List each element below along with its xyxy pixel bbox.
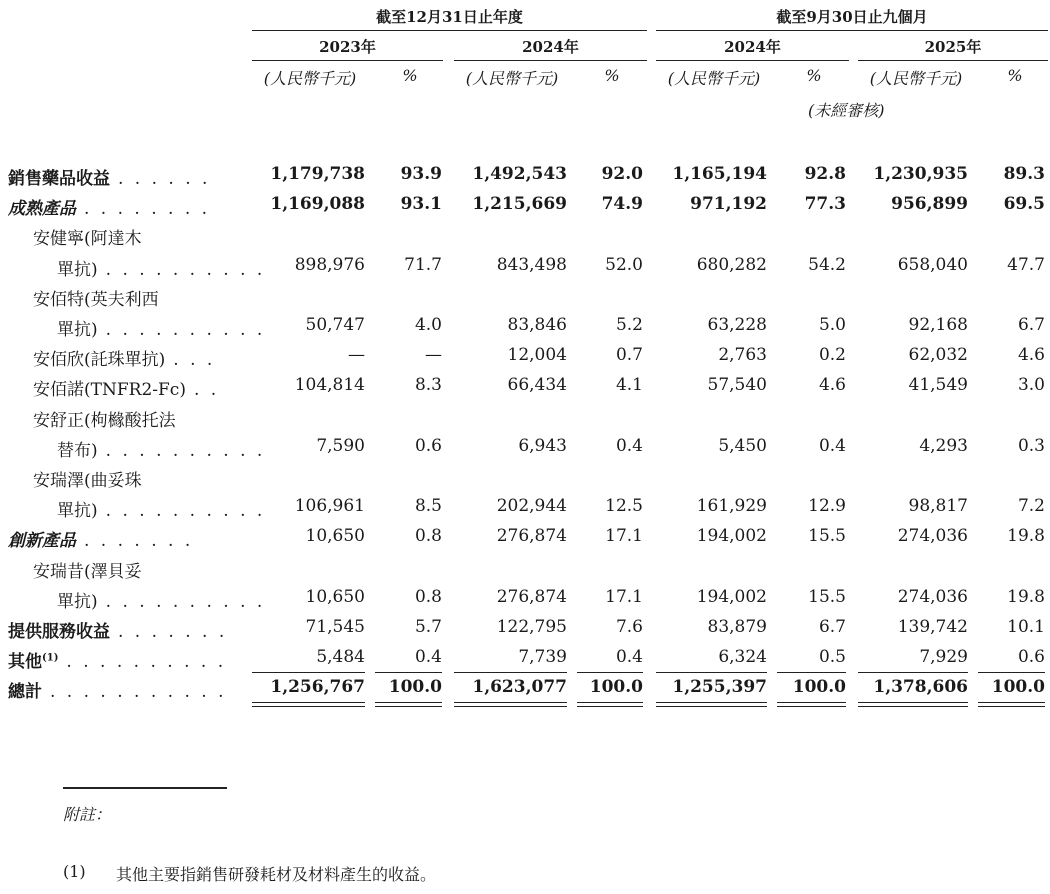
unit-rmb: (人民幣千元) bbox=[667, 69, 761, 88]
leader-dots: . . . . . . . . . . bbox=[66, 652, 227, 673]
cell-amount: 971,192 bbox=[690, 194, 767, 215]
total-double-rule bbox=[858, 702, 968, 703]
cell-percent: 7.2 bbox=[1017, 496, 1045, 517]
cell-amount: 139,742 bbox=[897, 617, 968, 637]
cell-amount: — bbox=[348, 345, 365, 366]
year-underline-4 bbox=[858, 60, 1048, 61]
footnote-ref: (1) bbox=[42, 652, 59, 664]
cell-amount: 898,976 bbox=[294, 254, 365, 275]
cell-percent: 12.5 bbox=[605, 496, 643, 517]
subtotal-rule bbox=[656, 672, 767, 673]
cell-percent: 93.1 bbox=[400, 194, 442, 215]
cell-amount: 1,179,738 bbox=[270, 164, 365, 184]
total-double-rule bbox=[978, 702, 1045, 703]
row-label: 提供服務收益 . . . . . . . bbox=[8, 622, 228, 642]
leader-dots: . . . . . . bbox=[118, 169, 211, 189]
cell-amount: 680,282 bbox=[696, 254, 767, 275]
total-double-rule bbox=[978, 706, 1045, 707]
cell-amount: 98,817 bbox=[908, 496, 968, 517]
cell-amount: 83,846 bbox=[507, 315, 567, 335]
cell-amount: 66,434 bbox=[507, 375, 567, 396]
total-double-rule bbox=[577, 702, 643, 703]
cell-percent: 0.2 bbox=[818, 345, 846, 366]
unit-pct: % bbox=[1007, 66, 1023, 85]
leader-dots: . . . . . . . . . . bbox=[105, 591, 266, 612]
cell-amount: 161,929 bbox=[696, 496, 767, 517]
subtotal-rule bbox=[858, 672, 968, 673]
leader-dots: . . . . . . . . . . bbox=[105, 440, 266, 461]
cell-percent: 19.8 bbox=[1007, 586, 1045, 607]
cell-amount: 57,540 bbox=[707, 375, 767, 396]
row-label: 安健寧(阿達木 bbox=[33, 229, 142, 250]
row-label: 創新產品 . . . . . . . bbox=[8, 531, 194, 552]
cell-percent: 10.1 bbox=[1007, 617, 1045, 637]
cell-percent: 92.0 bbox=[601, 164, 643, 184]
cell-percent: 17.1 bbox=[605, 586, 643, 607]
subtotal-rule bbox=[777, 672, 846, 673]
cell-percent: 0.4 bbox=[414, 647, 442, 668]
unit-rmb: (人民幣千元) bbox=[263, 69, 357, 88]
leader-dots: . . . . . . . . bbox=[84, 199, 211, 220]
leader-dots: . . . . . . . . . . bbox=[105, 259, 266, 280]
cell-amount: 10,650 bbox=[305, 526, 365, 547]
cell-amount: 1,255,397 bbox=[672, 677, 767, 698]
cell-percent: 4.6 bbox=[1017, 345, 1045, 366]
cell-amount: 1,623,077 bbox=[472, 677, 567, 698]
cell-percent: 89.3 bbox=[1003, 164, 1045, 184]
year-header-2025-9m: 2025年 bbox=[924, 38, 982, 56]
cell-amount: 10,650 bbox=[305, 586, 365, 607]
cell-amount: 5,450 bbox=[718, 435, 767, 456]
row-label: 總計 . . . . . . . . . . . bbox=[8, 682, 227, 703]
cell-percent: 0.5 bbox=[818, 647, 846, 668]
cell-amount: 1,230,935 bbox=[873, 164, 968, 184]
cell-percent: 5.0 bbox=[818, 315, 846, 335]
cell-amount: 1,492,543 bbox=[472, 164, 567, 184]
cell-amount: 1,215,669 bbox=[472, 194, 567, 215]
cell-percent: 4.1 bbox=[615, 375, 643, 396]
total-double-rule bbox=[777, 702, 846, 703]
total-double-rule bbox=[375, 706, 442, 707]
cell-percent: 6.7 bbox=[818, 617, 846, 637]
cell-amount: 104,814 bbox=[294, 375, 365, 396]
row-label: 其他$^{(1)}$ . . . . . . . . . . bbox=[8, 652, 227, 673]
cell-amount: 7,590 bbox=[316, 435, 365, 456]
cell-percent: 15.5 bbox=[808, 526, 846, 547]
cell-percent: 0.4 bbox=[615, 647, 643, 668]
total-double-rule bbox=[252, 702, 365, 703]
subtotal-rule bbox=[454, 672, 567, 673]
cell-percent: 47.7 bbox=[1007, 254, 1045, 275]
cell-amount: 843,498 bbox=[496, 254, 567, 275]
cell-percent: 92.8 bbox=[804, 164, 846, 184]
total-double-rule bbox=[577, 706, 643, 707]
cell-percent: 15.5 bbox=[808, 586, 846, 607]
row-label: 安瑞昔(澤貝妥 bbox=[33, 561, 142, 582]
cell-amount: 7,739 bbox=[518, 647, 567, 668]
footnote-divider bbox=[63, 787, 227, 789]
cell-percent: 4.6 bbox=[818, 375, 846, 396]
cell-percent: 74.9 bbox=[601, 194, 643, 215]
cell-percent: 0.8 bbox=[414, 526, 442, 547]
cell-percent: 0.6 bbox=[414, 435, 442, 456]
unit-pct: % bbox=[806, 66, 822, 85]
footnote-text: 其他主要指銷售研發耗材及材料產生的收益。 bbox=[116, 865, 437, 884]
cell-amount: 63,228 bbox=[707, 315, 767, 335]
cell-amount: 274,036 bbox=[897, 526, 968, 547]
cell-percent: 5.7 bbox=[414, 617, 442, 637]
cell-amount: 5,484 bbox=[316, 647, 365, 668]
group2-underline bbox=[656, 30, 1048, 31]
group-header-year-ended: 截至12月31日止年度 bbox=[376, 8, 523, 26]
cell-percent: 8.5 bbox=[414, 496, 442, 517]
cell-percent: 0.8 bbox=[414, 586, 442, 607]
cell-amount: 83,879 bbox=[707, 617, 767, 637]
total-double-rule bbox=[858, 706, 968, 707]
cell-amount: 956,899 bbox=[891, 194, 968, 215]
cell-amount: 12,004 bbox=[507, 345, 567, 366]
total-double-rule bbox=[454, 702, 567, 703]
cell-percent: — bbox=[425, 345, 442, 366]
total-double-rule bbox=[656, 702, 767, 703]
cell-percent: 3.0 bbox=[1017, 375, 1045, 396]
year-underline-1 bbox=[252, 60, 443, 61]
subtotal-rule bbox=[577, 672, 643, 673]
total-double-rule bbox=[375, 702, 442, 703]
cell-percent: 4.0 bbox=[414, 315, 442, 335]
cell-amount: 62,032 bbox=[908, 345, 968, 366]
group-header-nine-months: 截至9月30日止九個月 bbox=[776, 8, 928, 26]
leader-dots: . . . . . . . . . . . bbox=[50, 682, 227, 703]
row-label: 安佰欣(託珠單抗) . . . bbox=[33, 350, 216, 371]
unit-pct: % bbox=[604, 66, 620, 85]
cell-percent: 0.4 bbox=[615, 435, 643, 456]
row-label: 銷售藥品收益 . . . . . . bbox=[8, 169, 211, 189]
cell-percent: 100.0 bbox=[991, 677, 1045, 698]
group1-underline bbox=[252, 30, 647, 31]
cell-amount: 276,874 bbox=[496, 526, 567, 547]
cell-amount: 4,293 bbox=[919, 435, 968, 456]
unaudited-note: (未經審核) bbox=[808, 101, 885, 120]
cell-percent: 100.0 bbox=[589, 677, 643, 698]
footnote-marker: (1) bbox=[63, 862, 86, 881]
cell-amount: 2,763 bbox=[718, 345, 767, 366]
footnote-title: 附註： bbox=[63, 805, 112, 824]
total-double-rule bbox=[252, 706, 365, 707]
leader-dots: . . . . . . . bbox=[84, 531, 194, 552]
year-underline-2 bbox=[454, 60, 647, 61]
cell-percent: 77.3 bbox=[804, 194, 846, 215]
leader-dots: . . . . . . . . . . bbox=[105, 320, 266, 340]
cell-percent: 19.8 bbox=[1007, 526, 1045, 547]
leader-dots: . . . . . . . bbox=[118, 622, 228, 642]
subtotal-rule bbox=[375, 672, 442, 673]
subtotal-rule bbox=[978, 672, 1045, 673]
row-label: 安瑞澤(曲妥珠 bbox=[33, 471, 142, 491]
cell-amount: 106,961 bbox=[294, 496, 365, 517]
cell-amount: 7,929 bbox=[919, 647, 968, 668]
cell-amount: 6,943 bbox=[518, 435, 567, 456]
cell-percent: 100.0 bbox=[388, 677, 442, 698]
year-underline-3 bbox=[656, 60, 849, 61]
cell-percent: 8.3 bbox=[414, 375, 442, 396]
cell-amount: 6,324 bbox=[718, 647, 767, 668]
row-label: 單抗) . . . . . . . . . . bbox=[57, 320, 266, 340]
row-label: 單抗) . . . . . . . . . . bbox=[57, 501, 266, 522]
cell-percent: 0.6 bbox=[1017, 647, 1045, 668]
cell-amount: 202,944 bbox=[496, 496, 567, 517]
cell-amount: 122,795 bbox=[496, 617, 567, 637]
row-label: 安佰諾(TNFR2-Fc) . . bbox=[33, 380, 220, 401]
cell-amount: 41,549 bbox=[908, 375, 968, 396]
leader-dots: . . . bbox=[173, 350, 216, 371]
cell-amount: 92,168 bbox=[908, 315, 968, 335]
cell-amount: 194,002 bbox=[696, 586, 767, 607]
year-header-2024-9m: 2024年 bbox=[724, 38, 781, 56]
unit-rmb: (人民幣千元) bbox=[869, 69, 963, 88]
cell-percent: 12.9 bbox=[808, 496, 846, 517]
cell-percent: 100.0 bbox=[792, 677, 846, 698]
cell-percent: 17.1 bbox=[605, 526, 643, 547]
cell-percent: 71.7 bbox=[404, 254, 442, 275]
unit-pct: % bbox=[402, 66, 418, 85]
cell-amount: 1,378,606 bbox=[873, 677, 968, 698]
cell-percent: 0.7 bbox=[615, 345, 643, 366]
total-double-rule bbox=[777, 706, 846, 707]
cell-percent: 0.3 bbox=[1017, 435, 1045, 456]
leader-dots: . . . . . . . . . . bbox=[105, 501, 266, 522]
cell-percent: 52.0 bbox=[605, 254, 643, 275]
cell-percent: 69.5 bbox=[1003, 194, 1045, 215]
year-header-2023: 2023年 bbox=[319, 38, 376, 56]
cell-percent: 6.7 bbox=[1017, 315, 1045, 335]
leader-dots: . . bbox=[193, 380, 220, 401]
row-label: 單抗) . . . . . . . . . . bbox=[57, 259, 266, 280]
cell-percent: 7.6 bbox=[615, 617, 643, 637]
row-label: 單抗) . . . . . . . . . . bbox=[57, 591, 266, 612]
cell-percent: 0.4 bbox=[818, 435, 846, 456]
year-header-2024: 2024年 bbox=[522, 38, 579, 56]
cell-amount: 1,256,767 bbox=[270, 677, 365, 698]
cell-amount: 1,165,194 bbox=[672, 164, 767, 184]
cell-percent: 5.2 bbox=[615, 315, 643, 335]
cell-amount: 276,874 bbox=[496, 586, 567, 607]
subtotal-rule bbox=[252, 672, 365, 673]
cell-amount: 50,747 bbox=[305, 315, 365, 335]
cell-amount: 1,169,088 bbox=[270, 194, 365, 215]
cell-amount: 274,036 bbox=[897, 586, 968, 607]
row-label: 安舒正(枸櫞酸托法 bbox=[33, 410, 176, 431]
cell-amount: 194,002 bbox=[696, 526, 767, 547]
total-double-rule bbox=[454, 706, 567, 707]
row-label: 替布) . . . . . . . . . . bbox=[57, 440, 266, 461]
row-label: 成熟產品 . . . . . . . . bbox=[8, 199, 211, 220]
cell-percent: 54.2 bbox=[808, 254, 846, 275]
cell-amount: 71,545 bbox=[305, 617, 365, 637]
cell-amount: 658,040 bbox=[897, 254, 968, 275]
total-double-rule bbox=[656, 706, 767, 707]
unit-rmb: (人民幣千元) bbox=[465, 69, 559, 88]
cell-percent: 93.9 bbox=[400, 164, 442, 184]
row-label: 安佰特(英夫利西 bbox=[33, 289, 159, 310]
